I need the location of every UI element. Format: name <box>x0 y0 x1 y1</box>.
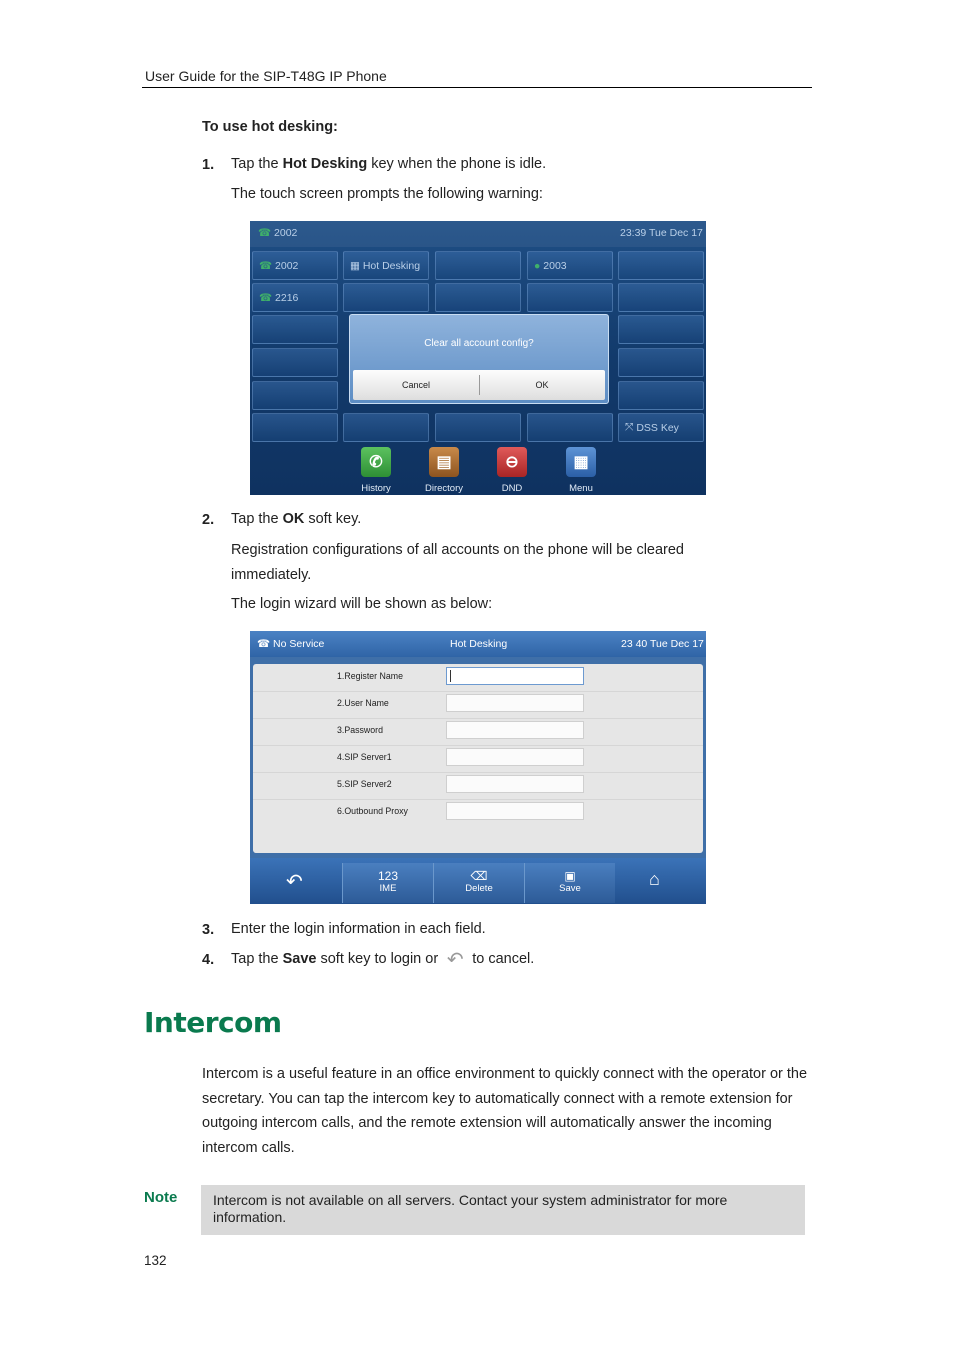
save-softkey[interactable] <box>524 863 615 903</box>
dss-tile[interactable] <box>343 283 429 312</box>
dss-tile[interactable] <box>435 413 521 442</box>
dss-tile[interactable] <box>252 381 338 410</box>
status-line <box>258 227 297 239</box>
dss-tile[interactable] <box>618 348 704 377</box>
line-key-2-label: 2216 <box>275 291 299 304</box>
running-header: User Guide for the SIP-T48G IP Phone <box>145 68 387 84</box>
step-2-note-2: The login wizard will be shown as below: <box>231 596 493 612</box>
dss-key[interactable] <box>618 413 704 442</box>
step-4-text <box>231 947 534 973</box>
dss-tile[interactable] <box>343 413 429 442</box>
form-row <box>253 691 703 719</box>
line-key-2[interactable] <box>252 283 338 312</box>
backspace-icon: ⌫ <box>470 869 488 883</box>
line-key-2003[interactable] <box>527 251 613 280</box>
note-text: Intercom is not available on all servers. Contact your system administrator for more information. <box>213 1192 728 1225</box>
dss-tile[interactable] <box>435 251 521 280</box>
ok-button[interactable]: OK <box>535 380 549 390</box>
sip-server2-input[interactable] <box>446 775 584 793</box>
dss-tile[interactable] <box>618 315 704 344</box>
dnd-icon[interactable]: ⊖ <box>497 447 527 477</box>
delete-softkey[interactable] <box>433 863 524 903</box>
cancel-button[interactable]: Cancel <box>401 380 430 390</box>
expand-icon: ⤧ <box>625 421 634 433</box>
outbound-proxy-input[interactable] <box>446 802 584 820</box>
sip-server2-label: 5.SIP Server2 <box>337 779 392 789</box>
step-4-mid: soft key to login or <box>316 951 443 967</box>
status-text: No Service <box>273 638 325 650</box>
back-icon: ↶ <box>446 949 464 971</box>
text-caret <box>450 670 451 682</box>
login-form <box>253 664 703 853</box>
login-wizard-screenshot <box>250 631 706 904</box>
step-2-note-1: Registration configurations of all accounts on the phone will be cleared immediately. <box>231 542 684 583</box>
password-label: 3.Password <box>337 725 383 735</box>
datetime: 23:39 Tue Dec 17 <box>620 227 703 239</box>
step-2-number: 2. <box>202 512 215 528</box>
status-line-label: 2002 <box>274 227 298 239</box>
step-4-pre: Tap the <box>231 951 283 967</box>
step-4-key: Save <box>282 951 317 967</box>
header-rule <box>142 87 812 88</box>
form-row <box>253 799 703 826</box>
hot-desking-icon: ▦ <box>350 259 360 272</box>
line-key-1[interactable] <box>252 251 338 280</box>
save-label: Save <box>559 883 581 894</box>
step-1-note: The touch screen prompts the following warning: <box>231 186 543 202</box>
status-label <box>257 638 324 650</box>
step-1-pre: Tap the <box>231 156 283 172</box>
phone-icon: ☎ <box>259 291 273 304</box>
step-3-text: Enter the login information in each field. <box>231 921 486 937</box>
step-2-pre: Tap the <box>231 511 283 527</box>
step-1-post: key when the phone is idle. <box>367 156 547 172</box>
hot-desking-key-label: Hot Desking <box>362 259 421 272</box>
delete-label: Delete <box>465 883 493 894</box>
save-icon: ▣ <box>564 869 576 883</box>
form-row <box>253 718 703 746</box>
line-key-2003-label: 2003 <box>543 259 567 272</box>
screen-title: Hot Desking <box>450 638 508 650</box>
datetime: 23 40 Tue Dec 17 <box>621 638 704 650</box>
phone-icon: ☎ <box>259 259 273 272</box>
step-1-text <box>231 152 546 177</box>
sip-server1-label: 4.SIP Server1 <box>337 752 392 762</box>
phone-icon: ☎ <box>257 638 271 650</box>
section-paragraph: Intercom is a useful feature in an office environment to quickly connect with the operator or the secretary. You can tap the intercom key to automatically connect with a remote extension for outgoing intercom calls, and the remote extension will automatically answer the incoming intercom calls. <box>202 1066 808 1156</box>
procedure-subheading: To use hot desking: <box>202 119 338 135</box>
contact-icon: ● <box>534 259 541 272</box>
step-1-key: Hot Desking <box>282 156 368 172</box>
home-icon[interactable]: ⌂ <box>649 869 660 889</box>
dss-tile[interactable] <box>527 413 613 442</box>
confirm-dialog <box>349 314 609 404</box>
menu-icon[interactable]: ▦ <box>566 447 596 477</box>
register-name-label: 1.Register Name <box>337 671 404 681</box>
user-name-label: 2.User Name <box>337 698 389 708</box>
dialog-buttons <box>353 370 605 400</box>
dss-tile[interactable] <box>252 315 338 344</box>
dss-tile[interactable] <box>618 381 704 410</box>
ime-softkey[interactable] <box>342 863 433 903</box>
menu-label: Menu <box>569 483 593 494</box>
note-label: Note <box>144 1189 178 1206</box>
warning-screenshot <box>250 221 706 495</box>
step-1-number: 1. <box>202 157 215 173</box>
dss-tile[interactable] <box>618 283 704 312</box>
register-name-input[interactable] <box>446 667 584 685</box>
hot-desking-key[interactable] <box>343 251 429 280</box>
page-number: 132 <box>144 1253 167 1268</box>
step-2-post: soft key. <box>304 511 362 527</box>
form-row <box>253 772 703 800</box>
dss-tile[interactable] <box>435 283 521 312</box>
step-4-number: 4. <box>202 952 215 968</box>
password-input[interactable] <box>446 721 584 739</box>
dss-tile[interactable] <box>252 348 338 377</box>
dialog-message: Clear all account config? <box>424 338 534 349</box>
sip-server1-input[interactable] <box>446 748 584 766</box>
phone-icon: ☎ <box>258 227 272 239</box>
section-title: Intercom <box>144 1006 282 1039</box>
title-bar <box>250 631 706 657</box>
form-row <box>253 745 703 773</box>
step-2-text <box>231 507 361 532</box>
dnd-label: DND <box>501 483 523 494</box>
dss-tile[interactable] <box>252 413 338 442</box>
step-3-number: 3. <box>202 922 215 938</box>
dss-tile[interactable] <box>527 283 613 312</box>
ime-label: IME <box>379 883 397 894</box>
form-row <box>253 664 703 692</box>
ime-mode: 123 <box>377 869 399 883</box>
line-key-1-label: 2002 <box>275 259 299 272</box>
dss-key-label: DSS Key <box>636 421 679 434</box>
back-icon[interactable]: ↶ <box>286 871 303 893</box>
step-4-post: to cancel. <box>468 951 535 967</box>
user-name-input[interactable] <box>446 694 584 712</box>
history-icon[interactable]: ✆ <box>361 447 391 477</box>
dss-tile[interactable] <box>618 251 704 280</box>
directory-label: Directory <box>424 483 463 494</box>
step-2-key: OK <box>282 511 305 527</box>
outbound-proxy-label: 6.Outbound Proxy <box>337 806 408 816</box>
directory-icon[interactable]: ▤ <box>429 447 459 477</box>
history-label: History <box>361 483 391 494</box>
